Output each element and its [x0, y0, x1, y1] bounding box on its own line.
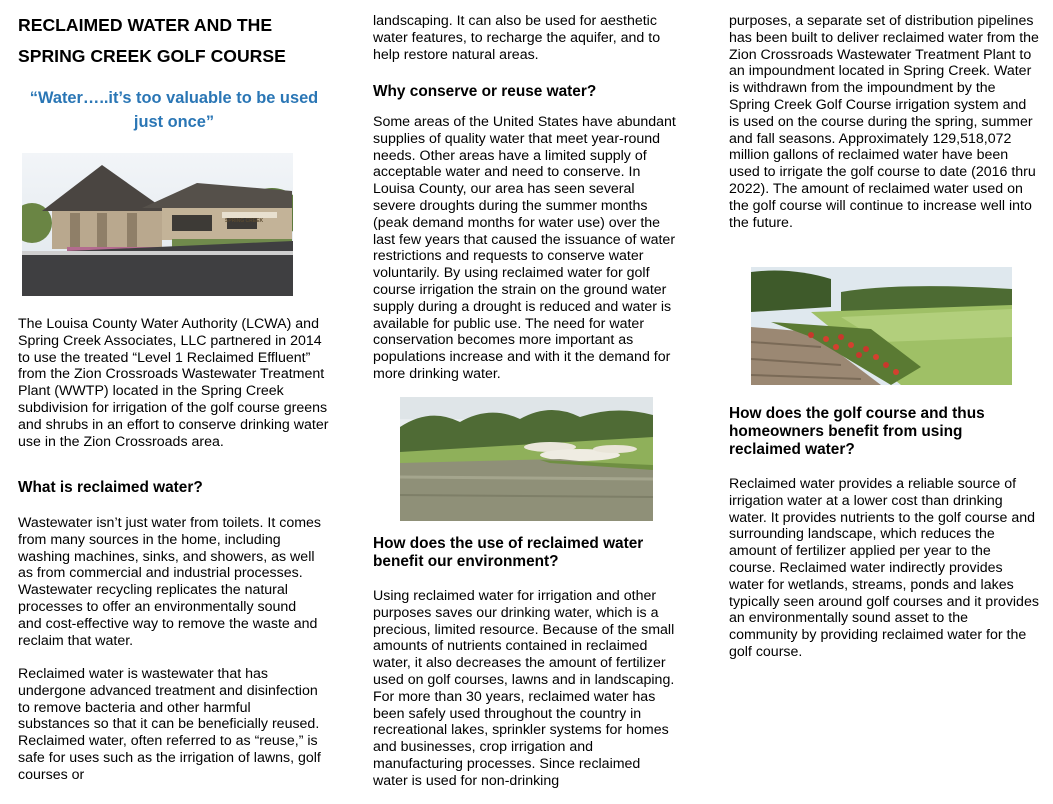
column-1 — [18, 0, 330, 804]
clubhouse-photo — [22, 153, 293, 296]
paragraph-homeowners-benefit: Reclaimed water provides a reliable source of irrigation water at a lower cost than drinking water. It provides nutrients to the golf course and surrounding landscape, which reduces the amount of fertilizer applied per year to the course. Reclaimed water indirectly provides water for wetlands, streams, ponds and lakes typically seen around golf courses and it provides an environmentally sound asset to the community by providing reclaimed water for the golf course. — [729, 476, 1039, 660]
paragraph-why-conserve: Some areas of the United States have abundant supplies of quality water that meet year-round needs. Other areas have a limited supply of acceptable water and need to conserve. In Louisa County, our area has seen several severe droughts during the summer months (peak demand months for water use) over the last few years that caused the issuance of water restrictions and requests to conserve water voluntarily. By using reclaimed water for golf course irrigation the strain on the ground water supply during a drought is reduced and water is available for public use. The need for water conservation becomes more important as populations increase and with it the demand for more drinking water. — [373, 114, 676, 382]
column-2 — [373, 0, 678, 804]
paragraph-environment: Using reclaimed water for irrigation and other purposes saves our drinking water, which is a precious, limited resource. Because of the small amounts of nutrients contained in reclaimed water, it also decreases the amount of fertilizer used on golf courses, lawns and in landscaping. For more than 30 years, reclaimed water has been safely used throughout the country in recreational lakes, sprinkler systems for homes and businesses, crop irrigation and manufacturing processes. Since reclaimed water is used for non-drinking — [373, 588, 675, 789]
heading-homeowners-benefit: How does the golf course and thus homeowners benefit from using reclaimed water? — [729, 405, 985, 459]
heading-environment-benefit: How does the use of reclaimed water benefit our environment? — [373, 535, 644, 571]
paragraph-landscaping-continued: landscaping. It can also be used for aesthetic water features, to recharge the aquifer, and to help restore natural areas. — [373, 13, 661, 63]
quote: “Water…..it’s too valuable to be used just once” — [29, 89, 319, 131]
heading-why-conserve: Why conserve or reuse water? — [373, 83, 597, 100]
intro-paragraph: The Louisa County Water Authority (LCWA) and Spring Creek Associates, LLC partnered in 2014 to use the treated “Level 1 Reclaimed Effluent” from the Zion Crossroads Wastewater Treatment Plant (WWTP) located in the Spring Creek subdivision for irrigation of the golf course greens and shrubs in an effort to conserve drinking water use in the Zion Crossroads area. — [18, 316, 329, 450]
pond-photo — [400, 397, 653, 521]
page-title: RECLAIMED WATER AND THE SPRING CREEK GOLF COURSE — [18, 15, 286, 66]
paragraph-purposes-continued: purposes, a separate set of distribution pipelines has been built to deliver reclaimed water from the Zion Crossroads Wastewater Treatment Plant to an impoundment located in Spring Creek. Water is withdrawn from the impoundment by the Spring Creek Golf Course irrigation system and is used on the course during the spring, summer and fall seasons. Approximately 129,518,072 million gallons of reclaimed water have been used to irrigate the golf course to date (2016 thru 2022). The amount of reclaimed water used on the golf course will continue to increase well into the future. — [729, 13, 1039, 231]
paragraph-what-2: Reclaimed water is wastewater that has undergone advanced treatment and disinfection to remove bacteria and other harmful substances so that it can be beneficially reused. Reclaimed water, often referred to as “reuse,” is safe for uses such as the irrigation of lawns, golf courses or — [18, 666, 321, 783]
paragraph-what-1: Wastewater isn’t just water from toilets. It comes from many sources in the home, including washing machines, sinks, and showers, as well as from commercial and industrial processes. Wastewater recycling replicates the natural processes to offer an environmentally sound and cost-effective way to remove the waste and reclaim that water. — [18, 515, 322, 649]
column-3 — [729, 0, 1039, 804]
clubhouse-sign: SPRING CREEK — [225, 218, 264, 224]
heading-what-is-reclaimed-water: What is reclaimed water? — [18, 479, 203, 496]
golf-course-image — [751, 267, 1012, 385]
golf-course-photo — [751, 267, 1012, 385]
pond-image — [400, 397, 653, 521]
clubhouse-image — [22, 153, 293, 296]
